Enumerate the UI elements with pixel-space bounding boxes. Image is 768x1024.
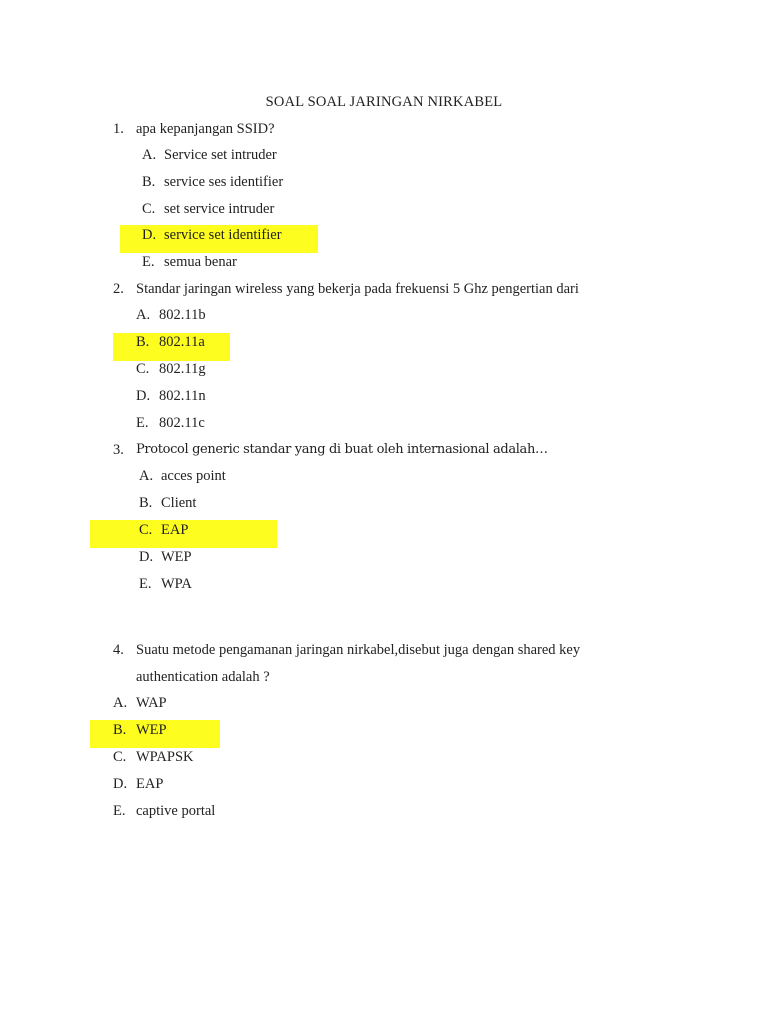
question-number: 3. — [113, 442, 124, 458]
option-1b — [0, 173, 768, 191]
option-3a — [0, 467, 768, 485]
option-letter: C. — [139, 522, 153, 538]
option-letter: E. — [142, 254, 155, 270]
option-letter: E. — [136, 415, 149, 431]
question-1 — [0, 120, 768, 138]
question-4-continued — [0, 668, 768, 686]
option-3d — [0, 548, 768, 566]
option-3e — [0, 575, 768, 593]
option-letter: B. — [113, 722, 127, 738]
option-2a — [0, 306, 768, 324]
option-letter: C. — [113, 749, 127, 765]
option-letter: D. — [136, 388, 151, 404]
option-4e — [0, 802, 768, 820]
option-4a — [0, 694, 768, 712]
option-letter: A. — [139, 468, 154, 484]
option-3c — [0, 521, 768, 539]
option-letter: D. — [142, 227, 157, 243]
page-title: SOAL SOAL JARINGAN NIRKABEL — [265, 94, 503, 110]
option-text: service ses identifier — [164, 174, 284, 190]
option-letter: C. — [136, 361, 150, 377]
question-text: Suatu metode pengamanan jaringan nirkabel,disebut juga dengan shared key — [136, 642, 581, 658]
option-text: EAP — [161, 522, 189, 538]
option-letter: B. — [139, 495, 153, 511]
option-text: EAP — [136, 776, 164, 792]
option-text: Client — [161, 495, 197, 511]
question-2 — [0, 280, 768, 298]
question-text: authentication adalah ? — [136, 669, 270, 685]
option-text: WEP — [136, 722, 167, 738]
option-text: WPAPSK — [136, 749, 194, 765]
question-number: 1. — [113, 121, 124, 137]
option-letter: C. — [142, 201, 156, 217]
question-text: apa kepanjangan SSID? — [136, 121, 275, 137]
option-text: WPA — [161, 576, 192, 592]
option-4c — [0, 748, 768, 766]
option-letter: E. — [139, 576, 152, 592]
option-2e — [0, 414, 768, 432]
option-text: 802.11c — [159, 415, 205, 431]
question-text: Protocol generic standar yang di buat oleh internasional adalah… — [136, 442, 548, 457]
question-text: Standar jaringan wireless yang bekerja pada frekuensi 5 Ghz pengertian dari — [136, 281, 579, 297]
option-letter: D. — [139, 549, 154, 565]
question-number: 4. — [113, 642, 124, 658]
option-letter: A. — [142, 147, 157, 163]
option-2c — [0, 360, 768, 378]
option-text: service set identifier — [164, 227, 282, 243]
option-1e — [0, 253, 768, 271]
option-letter: D. — [113, 776, 128, 792]
option-4b — [0, 721, 768, 739]
option-letter: A. — [113, 695, 128, 711]
question-number: 2. — [113, 281, 124, 297]
option-letter: B. — [142, 174, 156, 190]
option-4d — [0, 775, 768, 793]
option-text: acces point — [161, 468, 226, 484]
option-text: 802.11g — [159, 361, 206, 377]
option-1c — [0, 200, 768, 218]
option-text: 802.11b — [159, 307, 206, 323]
option-text: semua benar — [164, 254, 237, 270]
option-text: 802.11a — [159, 334, 205, 350]
option-letter: B. — [136, 334, 150, 350]
option-text: captive portal — [136, 803, 216, 819]
option-1a — [0, 146, 768, 164]
option-text: set service intruder — [164, 201, 275, 217]
option-2d — [0, 387, 768, 405]
option-3b — [0, 494, 768, 512]
option-1d — [0, 226, 768, 244]
option-text: 802.11n — [159, 388, 206, 404]
option-letter: A. — [136, 307, 151, 323]
option-text: Service set intruder — [164, 147, 277, 163]
question-3 — [0, 441, 768, 459]
option-2b — [0, 333, 768, 351]
question-4 — [0, 641, 768, 659]
option-text: WEP — [161, 549, 192, 565]
option-text: WAP — [136, 695, 167, 711]
option-letter: E. — [113, 803, 126, 819]
